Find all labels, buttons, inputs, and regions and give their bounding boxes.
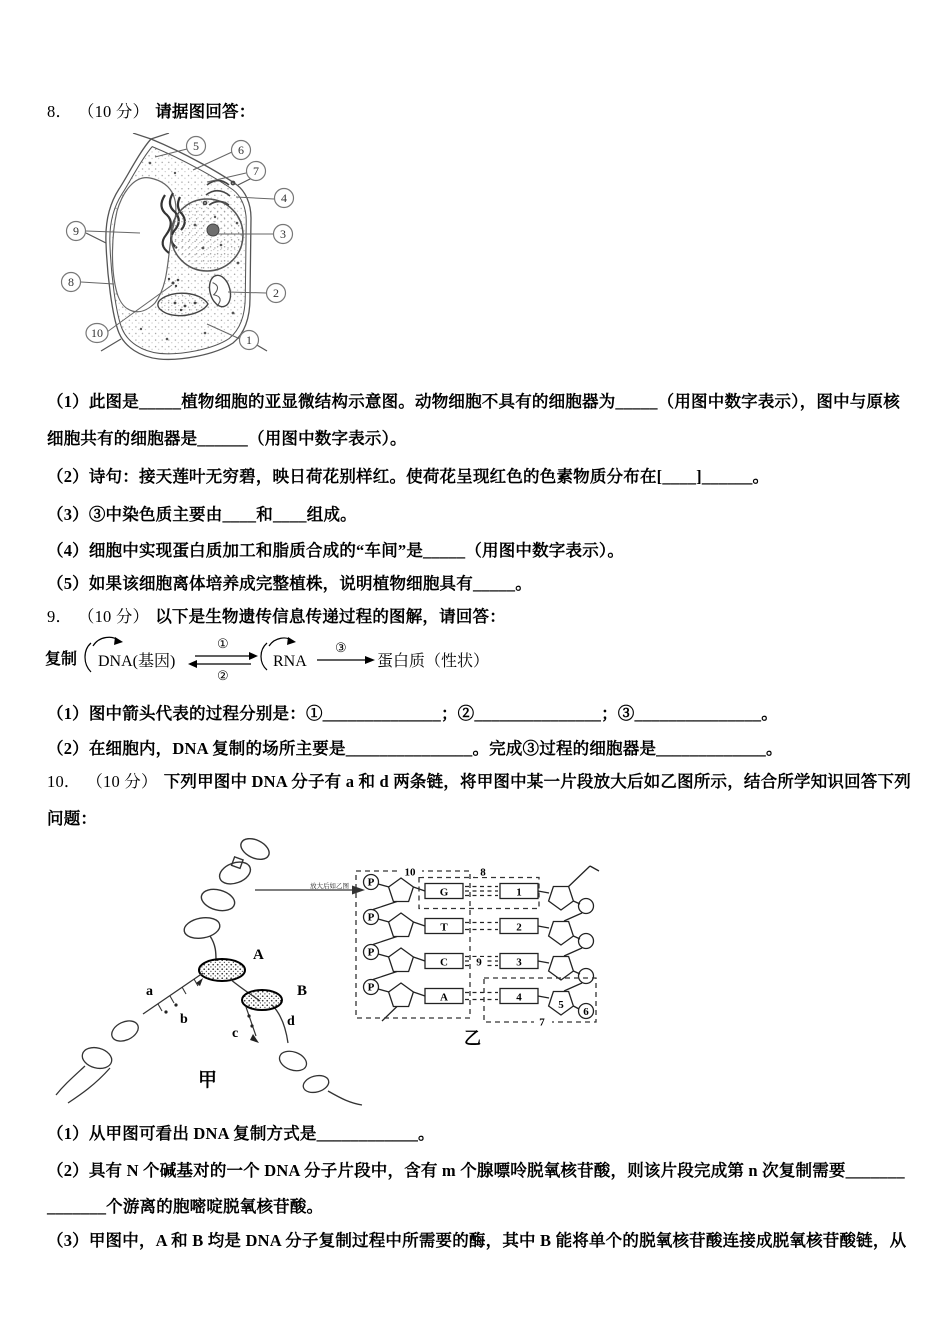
cell-label-5: 5 [193, 139, 199, 153]
label-7: 7 [539, 1016, 545, 1029]
q8-sub2: （2）诗句：接天莲叶无穷碧，映日荷花别样红。使荷花呈现红色的色素物质分布在[____]______。 [47, 467, 770, 486]
base-box-2: 2 [516, 921, 522, 934]
enzyme-b-polymerase [242, 990, 282, 1010]
base-box-T: T [440, 921, 448, 934]
q9-sub1: （1）图中箭头代表的过程分别是：①______________；②_______________；③_______________。 [47, 704, 778, 723]
label-6-phosphate: 6 [583, 1006, 589, 1018]
q9-stem: 以下是生物遗传信息传递过程的图解，请回答： [155, 607, 506, 626]
q9-sub2: （2）在细胞内，DNA 复制的场所主要是_______________。完成③过程的细胞器是_____________。 [47, 739, 783, 758]
yi-caption: 乙 [464, 1029, 481, 1048]
cell-label-1: 1 [246, 333, 252, 347]
chain-b-label: b [180, 1012, 188, 1027]
q10-sub2-line2: _______个游离的胞嘧啶脱氧核苷酸。 [47, 1197, 324, 1216]
q10-sub1: （1）从甲图可看出 DNA 复制方式是____________。 [47, 1124, 435, 1143]
label-5-sugar: 5 [558, 999, 564, 1011]
q8-sub4: （4）细胞中实现蛋白质加工和脂质合成的“车间”是_____（用图中数字表示）。 [47, 541, 625, 560]
cell-label-6: 6 [238, 143, 244, 157]
q10-score: （10 分） [94, 772, 158, 791]
dna-replication-figure-jia [50, 833, 385, 1108]
q9-header [47, 603, 506, 627]
q8-sub1-line1: （1）此图是_____植物细胞的亚显微结构示意图。动物细胞不具有的细胞器为_____（用图中数字表示），图中与原核 [47, 392, 900, 411]
base-box-C: C [440, 956, 448, 969]
label-9-hydrogen-bond: 9 [476, 956, 482, 969]
q10-header [47, 768, 911, 792]
p-label-3: P [367, 946, 375, 959]
strand-b-rungs [158, 979, 198, 1011]
step1-label: ① [217, 636, 229, 651]
base-box-3: 3 [516, 956, 522, 969]
q9-score: （10 分） [86, 607, 150, 626]
cell-label-10: 10 [91, 326, 103, 340]
q10-stem-line1: 下列甲图中 DNA 分子有 a 和 d 两条链，将甲图中某一片段放大后如乙图所示，结合所学知识回答下列 [163, 772, 911, 791]
step2-label: ② [217, 668, 229, 682]
chain-a-label: a [146, 984, 153, 999]
nucleolus [207, 224, 219, 236]
rna-label: RNA [273, 653, 307, 670]
jia-caption: 甲 [198, 1070, 218, 1091]
p-label-2: P [367, 911, 375, 924]
label-10: 10 [404, 866, 416, 879]
cell-label-4: 4 [281, 191, 287, 205]
transcription-arrows [195, 656, 251, 664]
q10-stem-line2: 问题： [47, 809, 98, 828]
dna-label: DNA(基因) [98, 653, 176, 670]
cell-label-8: 8 [68, 275, 74, 289]
dna-replication-arrowhead [114, 637, 123, 645]
nucleus [171, 199, 243, 271]
replicate-label: 复制 [45, 651, 78, 668]
q10-number: 10． [47, 772, 81, 791]
cell-label-9: 9 [73, 224, 79, 238]
p-label-1: P [367, 876, 375, 889]
cell-label-3: 3 [280, 227, 286, 241]
central-dogma-diagram [45, 630, 490, 682]
enzyme-b-label: B [297, 983, 308, 999]
p-label-4: P [367, 981, 375, 994]
q8-sub3: （3）③中染色质主要由____和____组成。 [47, 505, 357, 524]
base-box-A: A [440, 991, 448, 1004]
yi-structure [364, 866, 600, 1021]
strand-c [246, 1007, 259, 1043]
protein-label: 蛋白质（性状） [377, 653, 490, 670]
q10-sub3: （3）甲图中，A 和 B 均是 DNA 分子复制过程中所需要的酶，其中 B 能将单个的脱氧核苷酸连接成脱氧核苷酸链，从 [47, 1231, 907, 1250]
cell-label-2: 2 [273, 286, 279, 300]
q10-sub2-line1: （2）具有 N 个碱基对的一个 DNA 分子片段中，含有 m 个腺嘌呤脱氧核苷酸，则该片段完成第 n 次复制需要_______ [47, 1161, 905, 1180]
q8-stem: 请据图回答： [155, 102, 256, 121]
chain-c-label: c [232, 1026, 239, 1041]
enzyme-a-helicase [199, 959, 245, 981]
q8-header [47, 98, 255, 122]
q9-number: 9． [47, 607, 73, 626]
base-box-1: 1 [516, 886, 522, 899]
step3-label: ③ [335, 640, 347, 655]
base-box-G: G [439, 886, 449, 899]
zoom-arrow-note: 放大后如乙图 [310, 883, 349, 890]
plant-cell-figure [55, 133, 375, 370]
helix-top [183, 835, 273, 961]
base-box-4: 4 [516, 991, 522, 1004]
q8-sub5: （5）如果该细胞离体培养成完整植株，说明植物细胞具有_____。 [47, 574, 532, 593]
dna-detail-figure-yi [352, 858, 602, 1048]
q8-sub1-line2: 细胞共有的细胞器是______（用图中数字表示）。 [47, 429, 407, 448]
enzyme-a-label: A [253, 947, 264, 963]
q8-score: （10 分） [86, 102, 150, 121]
q8-number: 8． [47, 102, 73, 121]
chain-d-label: d [287, 1014, 295, 1029]
strand-a [56, 973, 203, 1103]
cell-label-7: 7 [253, 164, 259, 178]
label-8: 8 [480, 866, 486, 879]
